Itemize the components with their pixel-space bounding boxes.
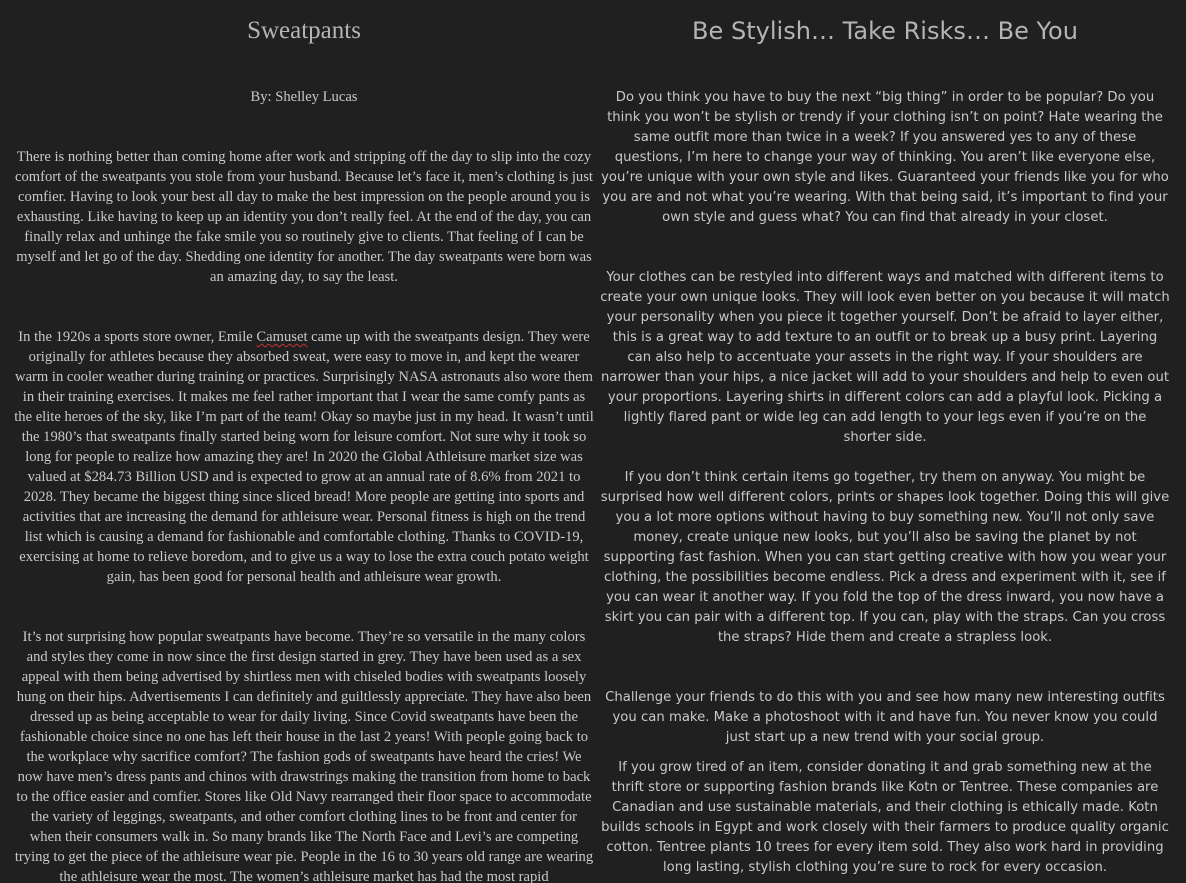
paragraph-3: If you don’t think certain items go together, try them on anyway. You might be surprised how well different colors, prints or shapes look together. Doing this will give you a lot more options without having to buy something new. You’ll not only save money, create unique new looks, but you’ll also be saving the planet by not supporting fast fashion. When you can start getting creative with how you wear your clothing, the possibilities become endless. Pick a dress and experiment with it, see if you can wear it another way. If you fold the top of the dress inward, you now have a skirt you can pair with a different top. If you can, play with the straps. Can you cross the straps? Hide them and create a strapless look.	[600, 470, 1170, 645]
paragraph-2-text-b: came up with the sweatpants design. They were originally for athletes because they absorbed sweat, were easy to move in, and kept the wearer warm in cooler weather during training or practices. Surprisingly NASA astronauts also wore them in their training exercises. It makes me feel rather important that I wear the same comfy pants as the elite heroes of the sky, like I’m part of the team! Okay so maybe just in my head. It wasn’t until the 1980’s that sweatpants finally started being worn for leisure comfort. Not sure why it took so long for people to realize how amazing they are! In 2020 the Global Athleisure market size was valued at $284.73 Billion USD and is expected to grow at an annual rate of 8.6% from 2021 to 2028. They became the biggest thing since sliced bread! More people are getting into sports and activities that are increasing the demand for athleisure wear. Personal fitness is high on the trend list which is causing a demand for fashionable and comfortable clothing. Thanks to COVID-19, exercising at home to relieve boredom, and to give us a way to lose the extra couch potato weight gain, has been good for personal health and athleisure wear growth.	[14, 329, 594, 585]
paragraph-1: There is nothing better than coming home after work and stripping off the day to slip into the cozy comfort of the sweatpants you stole from your husband. Because let’s face it, men’s clothing is just comfier. Having to look your best all day to make the best impression on the people around you is exhausting. Like having to keep up an identity you don’t really feel. At the end of the day, you can finally relax and unhinge the fake smile you so routinely give to clients. That feeling of I can be myself and let go of the day. Shedding one identity for another. The day sweatpants were born was an amazing day, to say the least.	[15, 149, 593, 285]
author-byline: By: Shelley Lucas	[250, 89, 358, 105]
paragraph-3: It’s not surprising how popular sweatpants have become. They’re so versatile in the many colors and styles they come in now since the first design started in grey. They have been used as a sex appeal with them being advertised by shirtless men with chiseled bodies with sweatpants loosely hung on their hips. Advertisements I can definitely and guiltlessly appreciate. They have also been dressed up as being acceptable to wear for daily living. Since Covid sweatpants have been the fashionable choice since no one has left their house in the last 2 years! With people going back to the workplace why sacrifice comfort? The fashion gods of sweatpants have heard the cries! We now have men’s dress pants and chinos with drawstrings making the transition from home to back to the office easier and comfier. Stores like Old Navy rearranged their floor space to accommodate the variety of leggings, sweatpants, and other comfort clothing lines to be front and center for when their consumers walk in. So many brands like The North Face and Levi’s are competing trying to get the piece of the athleisure wear pie. People in the 16 to 30 years old range are wearing the athleisure wear the most. The women’s athleisure market has had the most rapid	[14, 629, 594, 883]
paragraph-5: If you grow tired of an item, consider donating it and grab something new at the thrift store or supporting fashion brands like Kotn or Tentree. These companies are Canadian and use sustainable materials, and their clothing is ethically made. Kotn builds schools in Egypt and work closely with their farmers to produce quality organic cotton. Tentree plants 10 trees for every item sold. They also work hard in providing long lasting, stylish clothing you’re sure to rock for every occasion.	[601, 760, 1169, 875]
article-title: Sweatpants	[247, 17, 361, 44]
paragraph-4: Challenge your friends to do this with you and see how many new interesting outfits you can make. Make a photoshoot with it and have fun. You never know you could just start up a new trend with your social group.	[605, 690, 1165, 745]
paragraph-2-text-a: In the 1920s a sports store owner, Emile	[18, 329, 257, 345]
spellcheck-flagged-word: Camuset	[256, 329, 308, 345]
article-title: Be Stylish… Take Risks… Be You	[692, 17, 1078, 45]
paragraph-1: Do you think you have to buy the next “big thing” in order to be popular? Do you think you won’t be stylish or trendy if your clothing isn’t on point? Hate wearing the same outfit more than twice in a week? If you answered yes to any of these questions, I’m here to change your way of thinking. You aren’t like everyone else, you’re unique with your own style and likes. Guaranteed your friends like you for who you are and not what you’re wearing. With that being said, it’s important to find your own style and guess what? You can find that already in your closet.	[601, 90, 1169, 225]
paragraph-2: Your clothes can be restyled into different ways and matched with different items to create your own unique looks. They will look even better on you because it will match your personality when you piece it together yourself. Don’t be afraid to layer either, this is a great way to add texture to an outfit or to break up a busy print. Layering can also help to accentuate your assets in the right way. If your shoulders are narrower than your hips, a nice jacket will add to your shoulders and help to even out your proportions. Layering shirts in different colors can add a playful look. Picking a lightly flared pant or wide leg can add length to your legs even if you’re on the shorter side.	[600, 270, 1170, 445]
paragraph-2	[14, 327, 594, 587]
